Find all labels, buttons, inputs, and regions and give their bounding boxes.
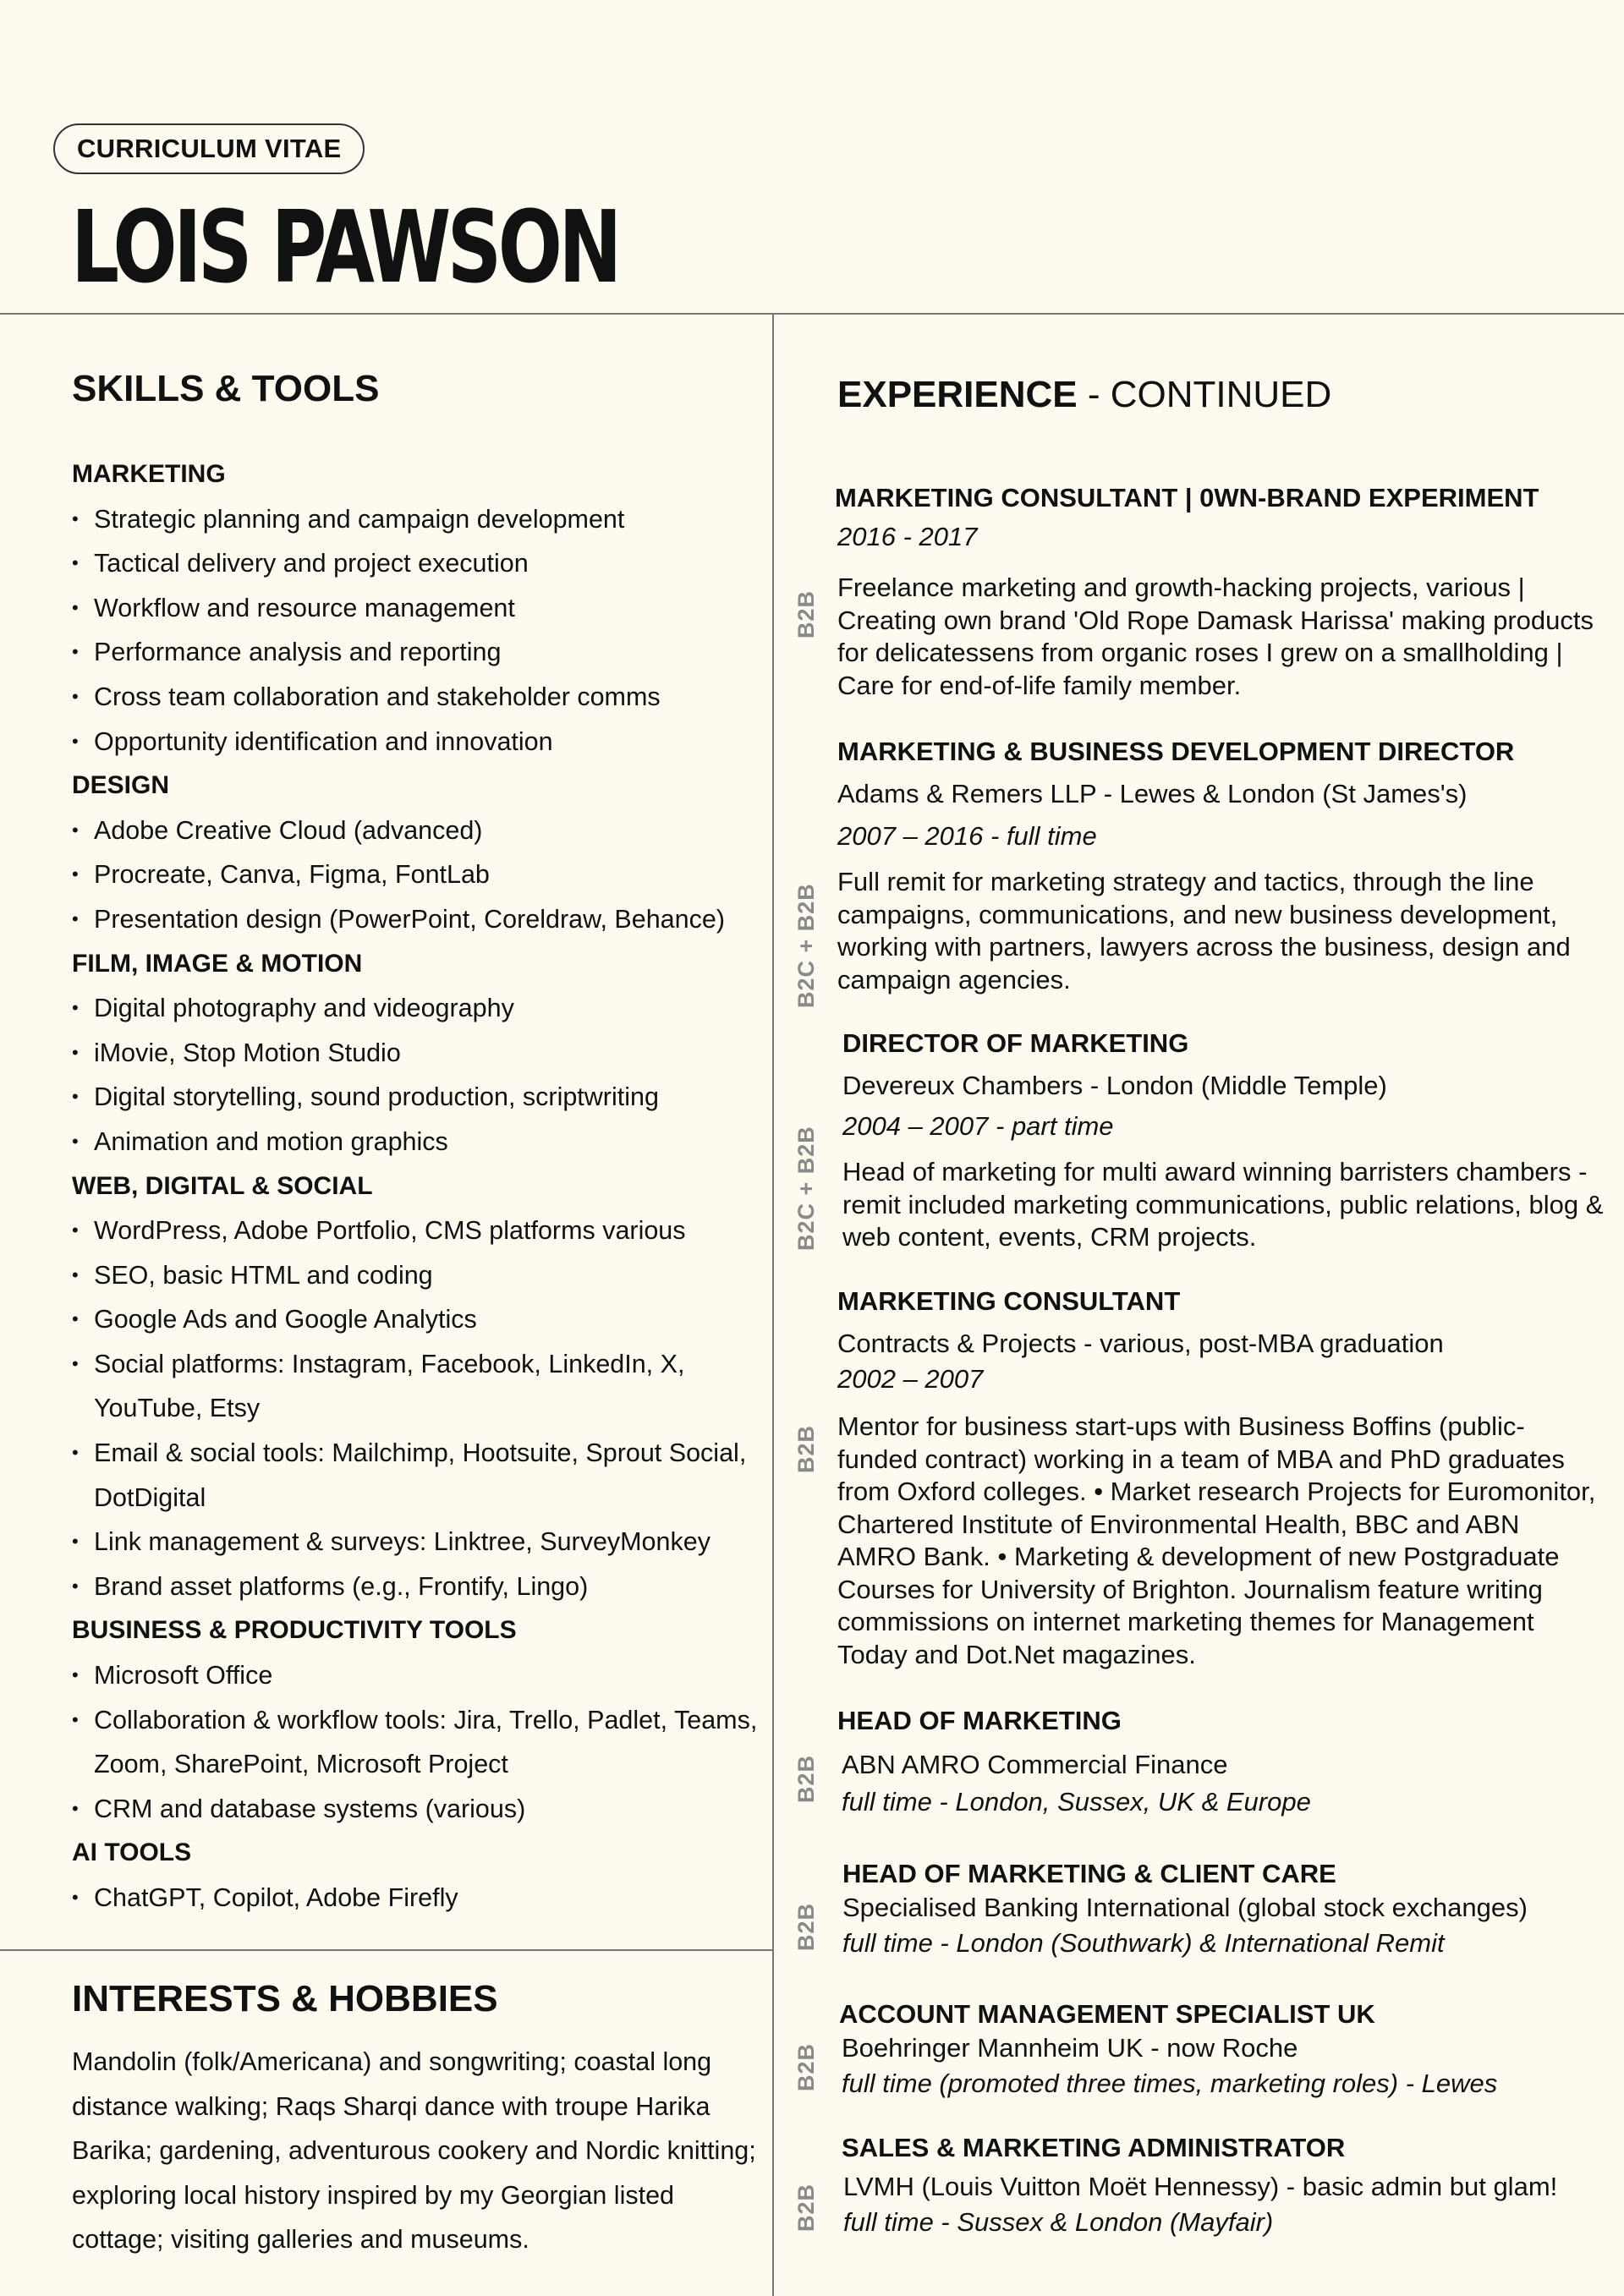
job-entry bbox=[793, 2132, 1603, 2238]
list-item: • CRM and database systems (various) bbox=[72, 1787, 765, 1832]
section-divider bbox=[0, 1949, 773, 1951]
job-title: HEAD OF MARKETING & CLIENT CARE bbox=[842, 1859, 1336, 1888]
list-item: • Microsoft Office bbox=[72, 1653, 765, 1698]
job-entry bbox=[793, 1027, 1604, 1254]
list-item: • Procreate, Canva, Figma, FontLab bbox=[72, 852, 765, 897]
skills-section bbox=[72, 365, 765, 413]
skills-heading: SKILLS & TOOLS bbox=[72, 368, 380, 409]
list-item: • Link management & surveys: Linktree, SurveyMonkey bbox=[72, 1520, 765, 1564]
job-entry bbox=[793, 1858, 1604, 1959]
list-item: • Digital photography and videography bbox=[72, 986, 765, 1031]
person-name: LOIS PAWSON bbox=[71, 189, 618, 305]
job-organisation: Boehringer Mannheim UK - now Roche bbox=[842, 2033, 1298, 2063]
job-organisation: Devereux Chambers - London (Middle Temple) bbox=[842, 1071, 1387, 1100]
job-entry bbox=[793, 1998, 1600, 2100]
job-organisation: Contracts & Projects - various, post-MBA graduation bbox=[837, 1329, 1444, 1358]
list-item: • Opportunity identification and innovation bbox=[72, 720, 765, 764]
job-title: MARKETING CONSULTANT bbox=[837, 1286, 1181, 1316]
category-business-productivity: BUSINESS & PRODUCTIVITY TOOLS bbox=[72, 1616, 517, 1645]
market-tag: B2B bbox=[793, 2183, 819, 2232]
list-item: • Tactical delivery and project execution bbox=[72, 541, 765, 586]
list-item: • Collaboration & workflow tools: Jira, Trello, Padlet, Teams, Zoom, SharePoint, Microsoft Project bbox=[72, 1698, 765, 1787]
market-tag: B2B bbox=[793, 1902, 819, 1951]
job-title: HEAD OF MARKETING bbox=[837, 1706, 1122, 1735]
interests-text: Mandolin (folk/Americana) and songwriting; coastal long distance walking; Raqs Sharqi dance with troupe Harika Barika; gardening, adventurous cookery and Nordic knitting; exploring local history inspired by my Georgian listed cottage; visiting galleries and museums. bbox=[72, 2047, 756, 2255]
market-tag: B2B bbox=[793, 589, 819, 638]
job-organisation: LVMH (Louis Vuitton Moët Hennessy) - basic admin but glam! bbox=[843, 2172, 1558, 2201]
list-item: • iMovie, Stop Motion Studio bbox=[72, 1031, 765, 1076]
category-film-image-motion: FILM, IMAGE & MOTION bbox=[72, 949, 363, 978]
job-period: full time - Sussex & London (Mayfair) bbox=[843, 2207, 1274, 2237]
column-divider bbox=[772, 315, 774, 2296]
list-item: • Presentation design (PowerPoint, Coreldraw, Behance) bbox=[72, 897, 765, 942]
job-organisation: Adams & Remers LLP - Lewes & London (St James's) bbox=[837, 779, 1468, 808]
job-description: Freelance marketing and growth-hacking projects, various | Creating own brand 'Old Rope Damask Harissa' making products for delicatessens from organic roses I grew on a smallholding | Care for end-of-life family member. bbox=[837, 573, 1594, 700]
job-period: 2002 – 2007 bbox=[837, 1364, 984, 1394]
market-tag: B2B bbox=[793, 1754, 819, 1803]
list-item: • ChatGPT, Copilot, Adobe Firefly bbox=[72, 1876, 765, 1921]
category-web-digital-social: WEB, DIGITAL & SOCIAL bbox=[72, 1171, 373, 1200]
document-type-badge: CURRICULUM VITAE bbox=[53, 123, 365, 174]
job-entry bbox=[793, 1705, 1599, 1818]
list-item: • Animation and motion graphics bbox=[72, 1120, 765, 1164]
job-period: 2004 – 2007 - part time bbox=[842, 1111, 1114, 1141]
job-title: ACCOUNT MANAGEMENT SPECIALIST UK bbox=[839, 1999, 1375, 2029]
market-tag: B2C + B2B bbox=[793, 883, 819, 1008]
list-item: • WordPress, Adobe Portfolio, CMS platforms various bbox=[72, 1208, 765, 1253]
job-entry bbox=[793, 1285, 1599, 1671]
job-title: MARKETING & BUSINESS DEVELOPMENT DIRECTOR bbox=[837, 737, 1515, 766]
job-period: full time - London, Sussex, UK & Europe bbox=[842, 1787, 1311, 1817]
list-item: • Adobe Creative Cloud (advanced) bbox=[72, 808, 765, 853]
job-period: full time (promoted three times, marketing roles) - Lewes bbox=[842, 2069, 1498, 2098]
list-item: • Cross team collaboration and stakeholder comms bbox=[72, 675, 765, 720]
job-organisation: ABN AMRO Commercial Finance bbox=[842, 1750, 1228, 1779]
experience-heading-bold: EXPERIENCE bbox=[837, 374, 1078, 415]
market-tag: B2B bbox=[793, 1424, 819, 1473]
experience-heading-suffix: - CONTINUED bbox=[1077, 374, 1332, 415]
category-design: DESIGN bbox=[72, 771, 170, 800]
list-item: • Social platforms: Instagram, Facebook, LinkedIn, X, YouTube, Etsy bbox=[72, 1342, 765, 1431]
job-title: MARKETING CONSULTANT | 0WN-BRAND EXPERIMENT bbox=[835, 483, 1539, 512]
list-item: • Email & social tools: Mailchimp, Hootsuite, Sprout Social, DotDigital bbox=[72, 1431, 765, 1520]
job-description: Full remit for marketing strategy and tactics, through the line campaigns, communications, and new business development, working with partners, lawyers across the business, design and campaign agencies. bbox=[837, 867, 1571, 995]
market-tag: B2B bbox=[793, 2042, 819, 2091]
list-item: • Brand asset platforms (e.g., Frontify, Lingo) bbox=[72, 1564, 765, 1609]
job-period: full time - London (Southwark) & International Remit bbox=[842, 1928, 1445, 1958]
job-entry bbox=[793, 482, 1599, 702]
list-item: • Google Ads and Google Analytics bbox=[72, 1297, 765, 1342]
job-period: 2016 - 2017 bbox=[837, 522, 978, 551]
list-item: • Digital storytelling, sound production, scriptwriting bbox=[72, 1075, 765, 1120]
experience-heading bbox=[837, 371, 1599, 419]
job-organisation: Specialised Banking International (global stock exchanges) bbox=[842, 1893, 1528, 1922]
list-item: • SEO, basic HTML and coding bbox=[72, 1253, 765, 1298]
interests-section bbox=[72, 1975, 765, 2262]
job-period: 2007 – 2016 - full time bbox=[837, 821, 1097, 851]
market-tag: B2C + B2B bbox=[793, 1126, 819, 1251]
job-title: DIRECTOR OF MARKETING bbox=[842, 1028, 1189, 1058]
job-description: Mentor for business start-ups with Business Boffins (public-funded contract) working in a team of MBA and PhD graduates from Oxford colleges. • Market research Projects for Euromonitor, Chartered Institute of Environmental Health, BBC and ABN AMRO Bank. • Marketing & development of new Postgraduate Courses for University of Brighton. Journalism feature writing commissions on internet marketing themes for Management Today and Dot.Net magazines. bbox=[837, 1411, 1596, 1669]
list-item: • Workflow and resource management bbox=[72, 586, 765, 631]
interests-heading: INTERESTS & HOBBIES bbox=[72, 1978, 498, 2019]
category-marketing: MARKETING bbox=[72, 460, 226, 488]
job-description: Head of marketing for multi award winning barristers chambers - remit included marketing communications, public relations, blog & web content, events, CRM projects. bbox=[842, 1157, 1604, 1252]
category-ai-tools: AI TOOLS bbox=[72, 1838, 192, 1867]
list-item: • Strategic planning and campaign development bbox=[72, 497, 765, 542]
list-item: • Performance analysis and reporting bbox=[72, 630, 765, 675]
job-title: SALES & MARKETING ADMINISTRATOR bbox=[842, 2133, 1346, 2162]
header-divider bbox=[0, 313, 1624, 315]
job-entry bbox=[793, 736, 1599, 1008]
skills-list bbox=[72, 452, 765, 1921]
